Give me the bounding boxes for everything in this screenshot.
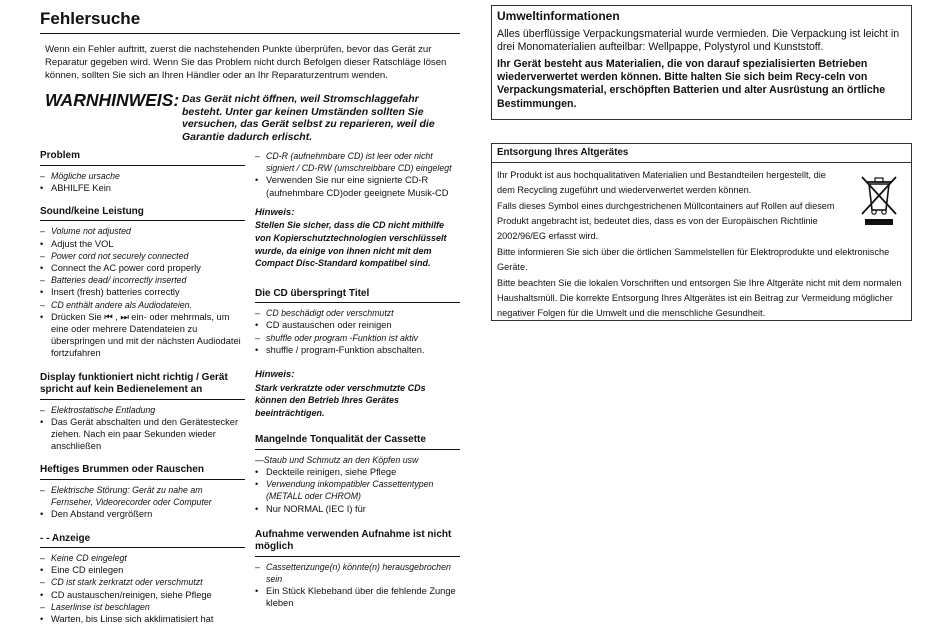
list-item — [40, 613, 245, 625]
list-item-text: Deckteile reinigen, siehe Pflege — [266, 466, 397, 477]
list-marker: • — [255, 175, 259, 186]
disposal-heading: Entsorgung Ihres Altgerätes — [492, 146, 911, 163]
list-marker: • — [255, 320, 259, 331]
list-item-text: —Staub und Schmutz an den Köpfen usw — [255, 454, 419, 465]
trouble-section — [255, 288, 460, 356]
trouble-section — [40, 206, 245, 360]
list-marker: • — [40, 509, 44, 520]
hinweis-heading: Hinweis: — [255, 369, 295, 380]
list-item-text: Ein Stück Klebeband über die fehlende Zunge kleben — [266, 586, 456, 609]
list-item — [255, 561, 460, 585]
list-marker: • — [40, 311, 44, 322]
list-item — [40, 262, 245, 274]
list-marker: • — [255, 479, 259, 490]
list-item-text: ABHILFE Kein — [51, 182, 111, 193]
list-marker: • — [255, 344, 259, 355]
list-item — [255, 585, 460, 609]
list-item-text: Insert (fresh) batteries correctly — [51, 287, 180, 298]
environment-info-box — [491, 5, 912, 120]
list-item-text: Warten, bis Linse sich akklimatisiert hat — [51, 614, 214, 625]
list-marker: – — [40, 404, 45, 415]
list-marker: • — [40, 238, 44, 249]
list-item-text: shuffle / program-Funktion abschalten. — [266, 344, 425, 355]
list-item — [255, 503, 460, 515]
list-item-text: Keine CD eingelegt — [51, 553, 127, 564]
list-marker: – — [40, 275, 45, 286]
list-marker: • — [255, 586, 259, 597]
section-heading: Display funktioniert nicht richtig / Gerät spricht auf kein Bedienelement an — [40, 372, 245, 400]
list-marker: – — [40, 577, 45, 588]
list-marker: – — [40, 553, 45, 564]
list-item-text: Das Gerät abschalten und den Gerätestecker ziehen. Nach ein paar Sekunden wieder anschließen — [51, 416, 239, 452]
list-item-text: Eine CD einlegen — [51, 565, 124, 576]
disposal-paragraph: Falls dieses Symbol eines durchgestrichenen Müllcontainers auf Rollen auf diesem Produkt angebracht ist, bedeutet dies, dass es von der Europäischen Richtlinie 2002/96/EG erfasst wird. — [497, 201, 835, 241]
list-item-text: Power cord not securely connected — [51, 250, 189, 261]
list-marker: • — [40, 263, 44, 274]
section-heading: Aufnahme verwenden Aufnahme ist nicht möglich — [255, 529, 460, 557]
list-item-text: CD austauschen oder reinigen — [266, 320, 392, 331]
list-item — [40, 601, 245, 613]
list-marker: • — [40, 416, 44, 427]
list-marker: – — [255, 332, 260, 343]
trouble-section — [255, 529, 460, 610]
environment-heading: Umweltinformationen — [497, 9, 620, 23]
list-item — [40, 299, 245, 311]
list-item — [40, 182, 245, 194]
section-heading: Mangelnde Tonqualität der Cassette — [255, 434, 460, 450]
list-item — [40, 170, 245, 182]
list-marker: – — [40, 299, 45, 310]
list-item-text: Den Abstand vergrößern — [51, 509, 153, 520]
list-marker: – — [255, 308, 260, 319]
list-marker: – — [255, 561, 260, 572]
section-heading: Problem — [40, 150, 245, 166]
list-marker: – — [40, 170, 45, 181]
list-item-text: Nur NORMAL (IEC I) für — [266, 503, 366, 514]
list-item — [255, 466, 460, 478]
list-item — [255, 478, 460, 502]
list-item-text: Mögliche ursache — [51, 170, 120, 181]
trouble-section — [40, 372, 245, 453]
list-marker: • — [255, 503, 259, 514]
list-item — [40, 238, 245, 250]
list-item — [40, 404, 245, 416]
list-item-text: Verwenden Sie nur eine signierte CD-R (aufnehmbare CD)oder geeignete Musik-CD — [266, 175, 449, 198]
list-item — [255, 174, 460, 198]
list-item-text: CD enthält andere als Audiodateien. — [51, 299, 193, 310]
list-item-text: Verwendung inkompatibler Cassettentypen (METALL oder CHROM) — [266, 479, 434, 502]
list-item — [40, 564, 245, 576]
list-item — [255, 454, 460, 466]
list-item-text: Elektrostatische Entladung — [51, 404, 156, 415]
environment-paragraph-2: Ihr Gerät besteht aus Materialien, die von darauf spezialisierten Betrieben wiederverwertet werden können. Bitte halten Sie sich beim Recy-celn von Verpackungsmaterial, erschöpften Batterien und alter Ausrüstung an örtliche Bestimmungen. — [497, 57, 886, 110]
list-item-text: CD-R (aufnehmbare CD) ist leer oder nicht signiert / CD-RW (umschreibbare CD) eingelegt — [266, 151, 452, 174]
list-item — [40, 576, 245, 588]
trouble-section — [255, 434, 460, 515]
list-marker: – — [255, 151, 260, 161]
hinweis-note-1 — [255, 207, 460, 270]
trouble-section — [40, 533, 245, 626]
list-item — [255, 307, 460, 319]
trouble-section — [40, 464, 245, 520]
warning-label: WARNHINWEIS: — [45, 90, 180, 110]
list-item-text: Batteries dead/ incorrectly inserted — [51, 275, 187, 286]
list-item — [40, 250, 245, 262]
list-marker: • — [40, 614, 44, 625]
section-heading: - - Anzeige — [40, 533, 245, 549]
list-item-text: Volume not adjusted — [51, 226, 131, 237]
list-item-text: CD ist stark zerkratzt oder verschmutzt — [51, 577, 203, 588]
list-item-text: Connect the AC power cord properly — [51, 263, 201, 274]
page-title: Fehlersuche — [40, 8, 460, 34]
list-item — [40, 552, 245, 564]
list-item-text: shuffle oder program -Funktion ist aktiv — [266, 332, 419, 343]
list-item — [255, 319, 460, 331]
list-item-text: Cassettenzunge(n) könnte(n) herausgebrochen sein — [266, 561, 451, 584]
list-item-text: CD austauschen/reinigen, siehe Pflege — [51, 589, 212, 600]
list-item — [40, 508, 245, 520]
troubleshooting-column-1 — [40, 150, 245, 625]
section-heading: Heftiges Brummen oder Rauschen — [40, 464, 245, 480]
list-item — [255, 344, 460, 356]
list-marker: • — [40, 565, 44, 576]
troubleshooting-column-2 — [255, 150, 460, 610]
section-heading: Die CD überspringt Titel — [255, 288, 460, 304]
list-marker: – — [40, 250, 45, 261]
list-marker: • — [40, 589, 44, 600]
list-marker: – — [40, 484, 45, 495]
intro-paragraph: Wenn ein Fehler auftritt, zuerst die nachstehenden Punkte überprüfen, bevor das Gerät zur Reparatur gegeben wird. Wenn Sie das Problem nicht durch Befolgen dieser Ratschläge lösen können, sollten Sie sich an Ihren Händler oder an Ihr Reparaturzentrum wenden. — [45, 44, 447, 82]
list-item — [40, 416, 245, 453]
list-item-text: Adjust the VOL — [51, 238, 114, 249]
list-item-text: CD beschädigt oder verschmutzt — [266, 308, 394, 319]
hinweis-heading: Hinweis: — [255, 206, 295, 218]
list-item — [255, 150, 460, 174]
crossed-out-wheelie-bin-icon — [859, 174, 899, 226]
list-marker: • — [40, 287, 44, 298]
list-marker: • — [255, 466, 259, 477]
trouble-section — [40, 150, 245, 194]
environment-paragraph-1: Alles überflüssige Verpackungsmaterial wurde vermieden. Die Verpackung ist leicht in drei Monomaterialien aufteilbar: Wellpappe, Polystyrol und Kunststoff. — [497, 28, 900, 54]
list-marker: • — [40, 182, 44, 193]
list-item — [40, 274, 245, 286]
list-item-text: Laserlinse ist beschlagen — [51, 601, 150, 612]
list-item-text: Drücken Sie ⏮ , ⏭ ein- oder mehrmals, um eine oder mehrere Datendateien zu überspringen und mit der nächsten Audiodatei fortzufahren — [51, 311, 241, 359]
hinweis-note-2 — [255, 369, 460, 419]
list-item — [40, 311, 245, 360]
list-marker: – — [40, 226, 45, 237]
list-item — [255, 332, 460, 344]
disposal-paragraph: Bitte informieren Sie sich über die örtlichen Sammelstellen für Elektroprodukte und elektronische Geräte. — [497, 247, 890, 272]
list-item-text: Elektrische Störung: Gerät zu nahe am Fernseher, Videorecorder oder Computer — [51, 484, 212, 508]
list-item — [40, 484, 245, 508]
section-heading: Sound/keine Leistung — [40, 206, 245, 222]
list-item — [40, 589, 245, 601]
disposal-paragraph: Bitte beachten Sie die lokalen Vorschriften und entsorgen Sie Ihre Altgeräte nicht mit dem normalen Haushaltsmüll. Die korrekte Entsorgung Ihres Altgerätes ist ein Beitrag zur Vermeidung möglicher negativer Folgen für die Umwelt und die menschliche Gesundheit. — [497, 278, 902, 318]
hinweis-text: Stark verkratzte oder verschmutzte CDs können den Betrieb Ihres Gerätes beeinträchtigen. — [255, 382, 426, 418]
list-item — [40, 225, 245, 237]
list-marker: – — [40, 601, 45, 612]
disposal-paragraph: Ihr Produkt ist aus hochqualitativen Materialien und Bestandteilen hergestellt, die dem Recycling zugeführt und wiederverwertet werden können. — [497, 170, 826, 195]
disposal-info-box — [491, 143, 912, 321]
warning-text: Das Gerät nicht öffnen, weil Stromschlaggefahr besteht. Unter gar keinen Umständen sollten Sie versuchen, das Gerät selbst zu reparieren, weil die Garantie dadurch erlischt. — [182, 93, 435, 143]
hinweis-text: Stellen Sie sicher, dass die CD nicht mithilfe von Kopierschutztechnologien verschlüsselt wurde, da einige von ihnen nicht mit dem Compact Disc-Standard kompatibel sind. — [255, 220, 447, 269]
list-item — [40, 286, 245, 298]
